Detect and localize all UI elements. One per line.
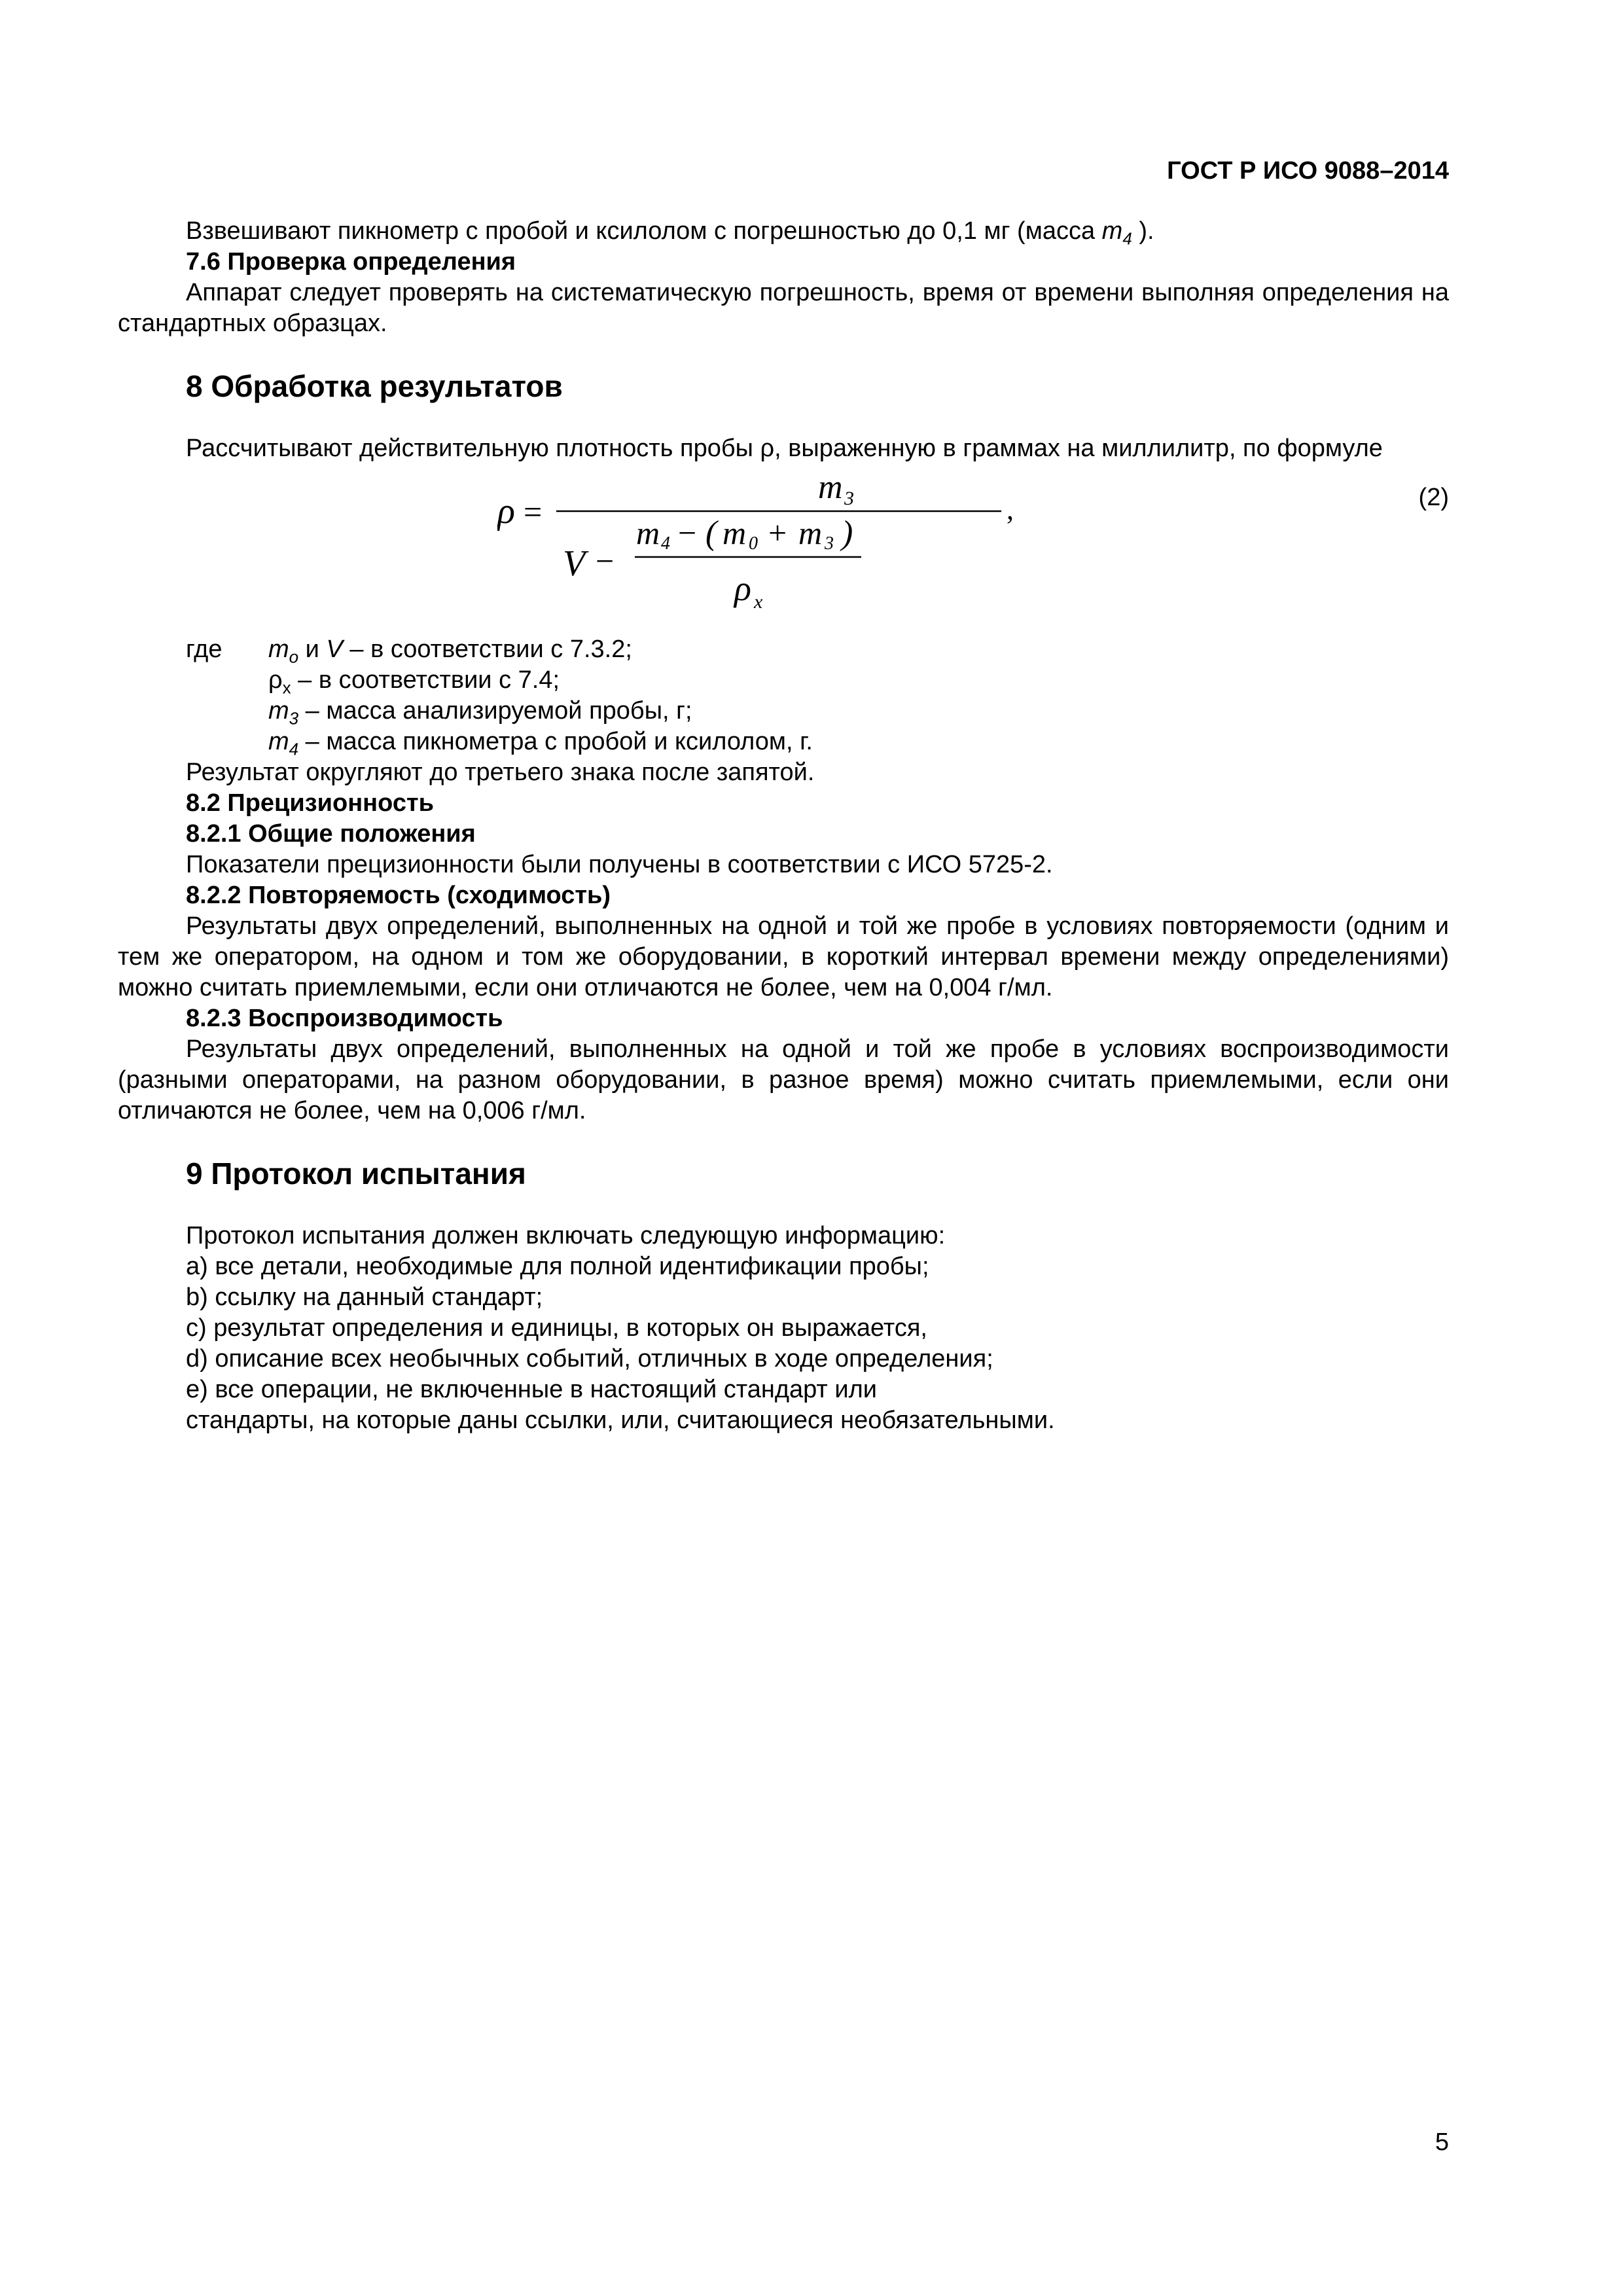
page-content xyxy=(118,216,1449,1436)
density-formula xyxy=(497,471,1021,634)
section-8-2-3-text: Результаты двух определений, выполненных на одной и той же пробе в условиях воспроизводимости (разными операторами, на разном оборудовании, в разное время) можно считать приемлемыми, если они отличаются не более, чем на 0,006 г/мл. xyxy=(118,1035,1449,1124)
section-8-2-3-title: 8.2.3 Воспроизводимость xyxy=(186,1005,503,1032)
where-line-1 xyxy=(118,634,1449,665)
where-sub-3: 3 xyxy=(289,708,299,728)
formula-comma: , xyxy=(1007,493,1014,526)
formula-plus: + xyxy=(768,514,787,551)
section-7-6-title: 7.6 Проверка определения xyxy=(186,248,516,276)
where-var-rho: ρ xyxy=(268,666,283,694)
weigh-var: m xyxy=(1101,217,1123,245)
formula-inner-sub4: 4 xyxy=(661,533,670,554)
formula-lparen: ( xyxy=(705,514,717,552)
formula-rho: ρ xyxy=(497,491,515,531)
where-sub-x: x xyxy=(282,677,291,698)
where-line-4 xyxy=(118,726,1449,757)
where-var-m3: m xyxy=(268,697,289,725)
formula-inner-rho: ρ xyxy=(734,569,751,608)
formula-inner-m4: m xyxy=(636,514,660,551)
where-line-2-content xyxy=(268,665,560,696)
section-9-intro: Протокол испытания должен включать следующую информацию: xyxy=(186,1222,946,1249)
weigh-text-pre: Взвешивают пикнометр с пробой и ксилолом с погрешностью до 0,1 мг (масса xyxy=(186,217,1102,245)
section-8-intro: Рассчитывают действительную плотность пробы ρ, выраженную в граммах на миллилитр, по формуле xyxy=(186,435,1383,462)
formula-minus-2: − xyxy=(678,514,697,551)
section-8-title: 8 Обработка результатов xyxy=(186,369,563,403)
weigh-paragraph xyxy=(118,216,1449,247)
section-9-title: 9 Протокол испытания xyxy=(186,1157,526,1191)
list-item: b) ссылку на данный стандарт; xyxy=(186,1283,543,1311)
where-line-1-content xyxy=(268,634,632,665)
where-var-m4: m xyxy=(268,728,289,755)
where-and: и xyxy=(298,636,327,663)
formula-inner-sub0: 0 xyxy=(749,533,758,554)
formula-block xyxy=(118,471,1449,634)
where-label: где xyxy=(186,636,223,663)
where-line-3 xyxy=(118,696,1449,726)
where-sub-4: 4 xyxy=(289,739,299,759)
formula-inner-subx: x xyxy=(754,591,763,613)
list-item: a) все детали, необходимые для полной идентификации пробы; xyxy=(186,1253,929,1280)
where-line-4-text: – масса пикнометра с пробой и ксилолом, г. xyxy=(298,728,813,755)
formula-number: (2) xyxy=(1418,484,1449,511)
section-8-2-1-text: Показатели прецизионности были получены в соответствии с ИСО 5725-2. xyxy=(186,851,1053,878)
list-item: стандарты, на которые даны ссылки, или, считающиеся необязательными. xyxy=(186,1407,1055,1434)
where-line-3-text: – масса анализируемой пробы, г; xyxy=(298,697,692,725)
formula-minus-1: − xyxy=(596,543,615,579)
list-item: d) описание всех необычных событий, отличных в ходе определения; xyxy=(186,1345,993,1372)
formula-V: V xyxy=(563,543,586,584)
formula-inner-m3: m xyxy=(798,514,823,551)
list-item: c) результат определения и единицы, в которых он выражается, xyxy=(186,1314,927,1342)
where-line-3-content xyxy=(268,696,692,726)
section-8-2-2-title: 8.2.2 Повторяемость (сходимость) xyxy=(186,882,611,909)
section-7-6-text: Аппарат следует проверять на систематическую погрешность, время от времени выполняя определения на стандартных образцах. xyxy=(118,279,1449,337)
where-line-4-content xyxy=(268,726,813,757)
document-code: ГОСТ Р ИСО 9088–2014 xyxy=(1167,157,1449,185)
section-8-2-2-text: Результаты двух определений, выполненных на одной и той же пробе в условиях повторяемости (одним и тем же оператором, на одном и том же оборудовании, в короткий интервал времени между определениями) можно считать приемлемыми, если они отличаются не более, чем на 0,004 г/мл. xyxy=(118,912,1449,1001)
page-number: 5 xyxy=(1435,2128,1449,2156)
where-line-1-text: – в соответствии с 7.3.2; xyxy=(342,636,632,663)
where-line-2 xyxy=(118,665,1449,696)
formula-num-sub3: 3 xyxy=(844,488,854,509)
list-item: e) все операции, не включенные в настоящий стандарт или xyxy=(186,1376,878,1403)
where-line-2-text: – в соответствии с 7.4; xyxy=(291,666,560,694)
weigh-sub: 4 xyxy=(1122,228,1132,249)
formula-inner-sub3: 3 xyxy=(825,533,834,554)
weigh-text-post: ). xyxy=(1132,217,1154,245)
where-var-V: V xyxy=(326,636,343,663)
section-8-2-title: 8.2 Прецизионность xyxy=(186,789,434,817)
formula-rparen: ) xyxy=(842,514,853,552)
formula-eq: = xyxy=(524,493,543,530)
where-var-m0: m xyxy=(268,636,289,663)
formula-inner-m0: m xyxy=(722,514,747,551)
where-sub-o: o xyxy=(289,647,299,667)
rounding-text: Результат округляют до третьего знака после запятой. xyxy=(186,759,815,786)
section-8-2-1-title: 8.2.1 Общие положения xyxy=(186,820,476,848)
formula-num-m: m xyxy=(818,471,843,506)
